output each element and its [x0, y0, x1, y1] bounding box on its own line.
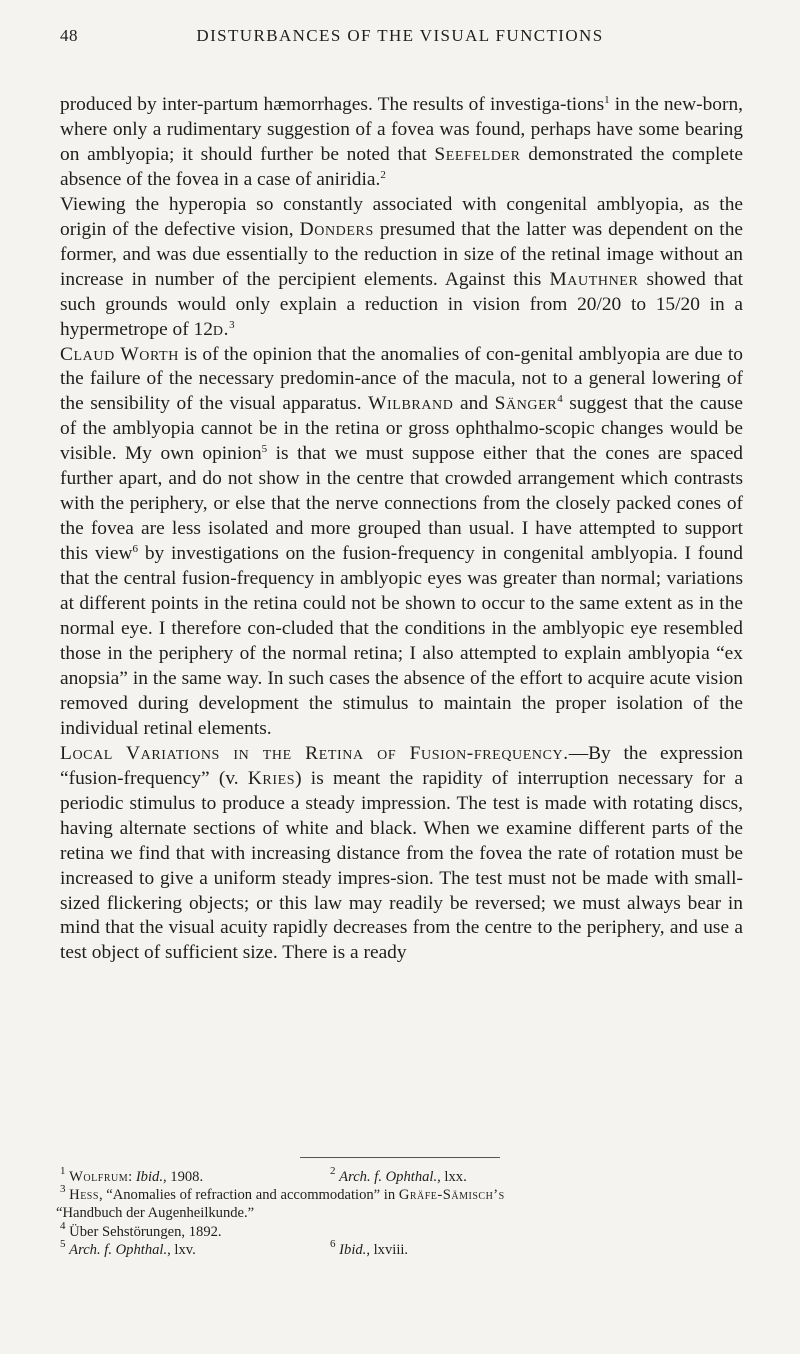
body-text: [60, 93, 743, 966]
footnote-journal: Ibid.: [339, 1241, 367, 1258]
footnote-number: 4: [60, 1219, 66, 1232]
footnote-number: 6: [330, 1237, 336, 1250]
footnote-ref: 4: [557, 393, 563, 406]
unit: d.: [212, 318, 230, 340]
text-run: produced by inter-partum hæmorrhages. The results of investiga-tions: [60, 94, 605, 115]
footnote-divider: [300, 1157, 500, 1158]
text-run: is of the opinion that the anomalies of con-genital amblyopia are due to the failure of the necessary predomin-ance of the macula, not to a general lowering of the sensibility of the visual apparatus.: [60, 343, 743, 415]
footnote-number: 3: [60, 1183, 66, 1196]
text-run: presumed that the latter was dependent on the former, and was due essentially to the reduction in size of the retinal image without an increase in number of the percipient elements. Against this: [60, 218, 743, 290]
footnote-ref: 6: [132, 543, 139, 556]
text-run: , lxviii.: [366, 1241, 409, 1258]
text-run: suggest that the cause of the amblyopia cannot be in the retina or gross ophthalmo-scopic changes would be visible. My own opinion: [60, 393, 743, 465]
footnote-ref: 1: [604, 94, 610, 106]
footnote: [60, 1165, 204, 1186]
paragraph: [60, 93, 743, 193]
author-name: Kries: [247, 767, 296, 789]
text-run: Viewing the hyperopia so constantly associated with congenital amblyopia, as the origin of the defective vision,: [60, 193, 743, 240]
fraction: 15/20: [655, 293, 700, 315]
text-run: , lxx.: [437, 1169, 467, 1185]
footnote-number: 1: [60, 1165, 66, 1177]
text-run: is that we must suppose either that the cones are spaced further apart, and do not show in the centre that crowded arrangement which contrasts with the periphery, or else that the nerve connections from the closely packed cones of the fovea are less isolated and more grouped than usual. I have attempted to support this view: [60, 443, 743, 565]
footnote: [60, 1183, 505, 1204]
footnote-continuation: “Handbuch der Augenheilkunde.”: [56, 1205, 255, 1222]
footnote-number: 5: [60, 1237, 66, 1250]
footnote-journal: Arch. f. Ophthal.: [69, 1241, 168, 1258]
footnote-author: Hess: [69, 1187, 99, 1204]
footnote: [330, 1237, 409, 1259]
footnote-journal: Arch. f. Ophthal.: [339, 1169, 438, 1185]
text-run: in a hypermetrope of 12: [60, 293, 743, 340]
text-run: showed that such grounds would only explain a reduction in vision from: [60, 268, 743, 315]
author-name: Donders: [299, 218, 374, 240]
running-head: [60, 26, 740, 52]
author-name: Claud Worth: [60, 343, 179, 365]
footnote-journal: Ibid.: [135, 1169, 163, 1185]
text-run: and: [453, 393, 495, 415]
text-run: in the new-born, where only a rudimentary suggestion of a fovea was found, perhaps have some bearing on amblyopia; it should further be noted that: [60, 94, 743, 165]
text-run: Über Sehstörungen, 1892.: [69, 1223, 222, 1240]
section-heading: Local Variations in the Retina of Fusion-frequency.: [60, 742, 569, 764]
footnote-ref: 2: [380, 168, 386, 181]
paragraph: [60, 742, 743, 967]
text-run: , lxv.: [167, 1241, 196, 1258]
footnote: [330, 1165, 467, 1186]
footnote-author: Gräfe-Sämisch’s: [398, 1187, 505, 1204]
page-number: 48: [60, 26, 78, 45]
running-title: DISTURBANCES OF THE VISUAL FUNCTIONS: [196, 26, 604, 45]
text-run: —By the expression “fusion-frequency” (v.: [60, 742, 743, 789]
paragraph: [60, 343, 743, 742]
author-name: Sänger: [494, 393, 558, 415]
footnote-ref: 3: [229, 318, 235, 331]
footnote-ref: 5: [261, 443, 268, 456]
footnote: [60, 1219, 222, 1241]
fraction: 20/20: [577, 293, 622, 315]
text-run: , 1908.: [162, 1169, 204, 1185]
footnote: [60, 1237, 196, 1259]
text-run: , “Anomalies of refraction and accommodation” in: [98, 1187, 399, 1204]
paragraph: [60, 193, 743, 343]
text-run: :: [128, 1169, 136, 1185]
text-run: to: [621, 293, 656, 315]
footnote-number: 2: [330, 1165, 336, 1177]
text-run: ) is meant the rapidity of interruption necessary for a periodic stimulus to produce a steady impression. The test is made with rotating discs, having alternate sections of white and black. When we examine different parts of the retina we find that with increasing distance from the fovea the rate of rotation must be increased to give a uniform steady impres-sion. The test must not be made with small-sized flickering objects; or this law may readily be reversed; we must always bear in mind that the visual acuity rapidly decreases from the centre to the periphery, and use a test object of sufficient size. There is a ready: [60, 767, 743, 964]
text-run: demonstrated the complete absence of the fovea in a case of aniridia.: [60, 143, 743, 190]
text-run: by investigations on the fusion-frequency in congenital amblyopia. I found that the central fusion-frequency in amblyopic eyes was greater than normal; variations at different points in the retina could not be shown to occur to the same extent as in the normal eye. I therefore con-cluded that the conditions in the amblyopic eye resembled those in the periphery of the normal retina; I also attempted to explain amblyopia “ex anopsia” in the same way. In such cases the absence of the effort to acquire acute vision removed during development the stimulus to maintain the proper isolation of the individual retinal elements.: [60, 543, 744, 739]
footnote-author: Wolfrum: [69, 1169, 129, 1185]
author-name: Mauthner: [549, 268, 639, 290]
author-name: Wilbrand: [368, 393, 454, 415]
author-name: Seefelder: [434, 143, 521, 165]
